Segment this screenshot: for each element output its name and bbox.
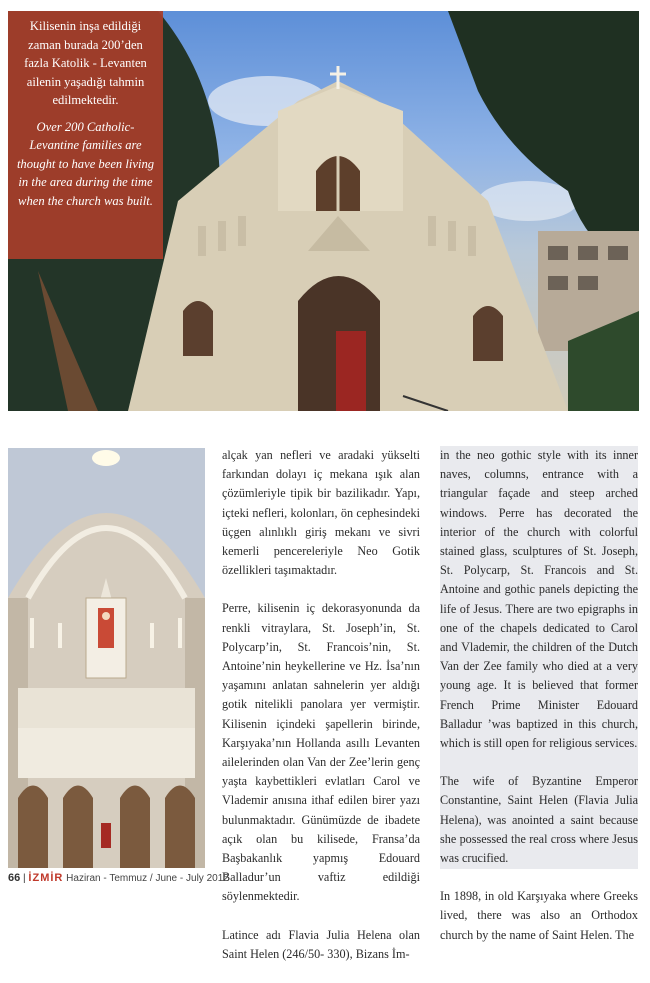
turkish-paragraph-2: Perre, kilisenin iç dekorasyonunda da renkli vitraylara, St. Joseph’in, St. Polycarp’in, St. Francois’nin, St. Antoine’nin heykellerine ve Hz. İsa’nın yaşamını anlatan sahnelerin yer aldığı gotik nitelikli panolara yer vermiştir. Kilisenin içindeki şapellerin birinde, Karşıyaka’nın Hollanda asıllı Levanten ailelerinden olan Van der Zee’lerin genç yaşta kaybettikleri evlatları Carol ve Vlademir anısına ithaf edilen birer yazı bulunmaktadır. Günümüzde de ibadete açık olan bu kilisede, Fransa’da Başbakanlık yapmış Edouard Balladur’un vaftiz edildiği söylenmektedir. bbox=[222, 601, 420, 904]
issue-date: Haziran - Temmuz / June - July 2012 bbox=[66, 873, 229, 884]
magazine-name: İZMİR bbox=[28, 872, 64, 884]
caption-english: Over 200 Catholic-Levantine families are thought to have been living in the area during the time when the church was built. bbox=[16, 119, 155, 208]
caption-turkish: Kilisenin inşa edildiği zaman burada 200’den fazla Katolik - Levanten ailenin yaşadığı tahmin edilmektedir. bbox=[24, 19, 147, 107]
page-number: 66 bbox=[8, 872, 21, 884]
english-paragraph-1: in the neo gothic style with its inner naves, columns, entrance with a triangular façade and steep arched windows. Perre has decorated the interior of the church with colorful stained glass, sculptures of St. Joseph, St. Polycarp, St. Francois and St. Antoine and gothic panels depicting the life of Jesus. There are two epigraphs in one of the chapels dedicated to Carol and Vlademir, the children of the Dutch Van der Zee family who died at a very young age. It is believed that former French Prime Minister Edouard Balladur ’was baptized in this church, which is still open for religious services. bbox=[440, 448, 638, 751]
photo-caption-box bbox=[8, 11, 163, 259]
page-footer bbox=[8, 872, 640, 891]
church-altar-photo bbox=[8, 448, 205, 868]
turkish-paragraph-1: alçak yan nefleri ve aradaki yükselti farkından dolayı iç mekana ışık alan çözümleriyle tipik bir bazilikadır. Yapı, içteki nefleri, kolonları, ön cephesindeki üçgen alınlıklı giriş mekanı ve sivri kemerli pencereleriyle Neo Gotik özellikleri taşımaktadır. bbox=[222, 448, 420, 578]
english-paragraph-3: In 1898, in old Karşıyaka where Greeks lived, there was also an Orthodox church by the name of Saint Helen. The bbox=[440, 889, 638, 942]
turkish-paragraph-3: Latince adı Flavia Julia Helena olan Saint Helen (246/50- 330), Bizans İm- bbox=[222, 927, 420, 961]
english-paragraph-2: The wife of Byzantine Emperor Constantine, Saint Helen (Flavia Julia Helena), was anointed a saint because she possessed the real cross where Jesus was crucified. bbox=[440, 774, 638, 866]
english-text-column bbox=[440, 446, 638, 942]
turkish-text-column bbox=[222, 446, 420, 983]
footer-divider: | bbox=[23, 873, 29, 884]
